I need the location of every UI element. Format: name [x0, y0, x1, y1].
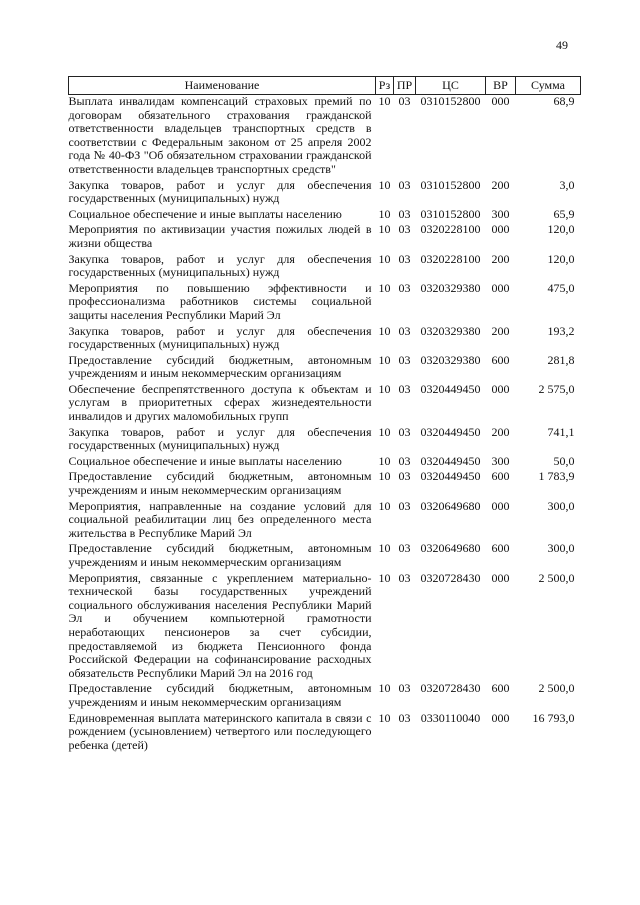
- row-rz: 10: [378, 424, 391, 439]
- row-sum: 741,1: [547, 424, 575, 439]
- row-name: Предоставление субсидий бюджетным, автономным учреждениям и иным некоммерческим организациям: [68, 469, 372, 498]
- header-rz: Рз: [376, 77, 394, 95]
- header-vr: ВР: [486, 77, 516, 95]
- row-name: Предоставление субсидий бюджетным, автономным учреждениям и иным некоммерческим организациям: [68, 681, 372, 709]
- table-row: [69, 179, 581, 208]
- row-pr: 03: [398, 94, 411, 108]
- row-sum: 475,0: [547, 280, 575, 295]
- row-vr: 300: [491, 453, 510, 468]
- row-sum: 65,9: [553, 206, 575, 221]
- row-pr: 03: [398, 424, 411, 439]
- row-pr: 03: [398, 710, 411, 725]
- table-row: [69, 455, 581, 471]
- row-cs: 0320449450: [420, 453, 481, 468]
- row-cs: 0320649680: [420, 498, 481, 513]
- row-pr: 03: [398, 352, 411, 367]
- row-name: Закупка товаров, работ и услуг для обеспечения государственных (муниципальных) нужд: [68, 177, 372, 206]
- table-row: [69, 470, 581, 499]
- row-cs: 0330110040: [420, 710, 481, 725]
- row-pr: 03: [398, 323, 411, 338]
- table-row: [69, 253, 581, 282]
- table-row: [69, 682, 581, 711]
- row-vr: 000: [491, 280, 510, 295]
- row-vr: 200: [491, 251, 510, 266]
- table-row: [69, 542, 581, 571]
- row-name: Закупка товаров, работ и услуг для обеспечения государственных (муниципальных) нужд: [68, 424, 372, 453]
- row-vr: 600: [491, 681, 510, 696]
- row-sum: 2 500,0: [538, 681, 575, 696]
- row-sum: 2 575,0: [538, 381, 575, 396]
- row-rz: 10: [378, 323, 391, 338]
- table-row: [69, 223, 581, 252]
- row-vr: 000: [491, 94, 510, 108]
- table-row: [69, 208, 581, 224]
- row-cs: 0320728430: [420, 570, 481, 585]
- table-header: [69, 77, 581, 95]
- row-name: Закупка товаров, работ и услуг для обеспечения государственных (муниципальных) нужд: [68, 251, 372, 280]
- row-rz: 10: [378, 222, 391, 237]
- row-sum: 50,0: [553, 453, 575, 468]
- row-cs: 0320449450: [420, 424, 481, 439]
- row-sum: 193,2: [547, 323, 575, 338]
- header-pr: ПР: [394, 77, 416, 95]
- row-vr: 000: [491, 498, 510, 513]
- row-rz: 10: [378, 681, 391, 696]
- row-pr: 03: [398, 498, 411, 513]
- row-name: Предоставление субсидий бюджетным, автономным учреждениям и иным некоммерческим организациям: [68, 352, 372, 381]
- table-row: [69, 325, 581, 354]
- row-pr: 03: [398, 381, 411, 396]
- row-pr: 03: [398, 681, 411, 696]
- row-name: Мероприятия, направленные на создание условий для социальной реабилитации лиц без определенного места жительства в Республике Марий Эл: [68, 498, 372, 540]
- row-cs: 0320329380: [420, 323, 481, 338]
- row-rz: 10: [378, 469, 391, 484]
- row-vr: 200: [491, 424, 510, 439]
- row-cs: 0320449450: [420, 381, 481, 396]
- row-vr: 600: [491, 541, 510, 556]
- row-pr: 03: [398, 251, 411, 266]
- table-body: [69, 95, 581, 755]
- row-cs: 0320449450: [420, 469, 481, 484]
- row-pr: 03: [398, 206, 411, 221]
- row-name: Предоставление субсидий бюджетным, автономным учреждениям и иным некоммерческим организациям: [68, 541, 372, 569]
- row-vr: 200: [491, 323, 510, 338]
- table-row: [69, 500, 581, 543]
- row-cs: 0320728430: [420, 681, 481, 696]
- row-pr: 03: [398, 280, 411, 295]
- row-name: Закупка товаров, работ и услуг для обеспечения государственных (муниципальных) нужд: [68, 323, 372, 352]
- row-sum: 2 500,0: [538, 570, 575, 585]
- row-cs: 0320228100: [420, 222, 481, 237]
- table-row: [69, 354, 581, 383]
- row-vr: 000: [491, 381, 510, 396]
- row-vr: 600: [491, 469, 510, 484]
- row-rz: 10: [378, 352, 391, 367]
- row-rz: 10: [378, 177, 391, 192]
- row-rz: 10: [378, 570, 391, 585]
- table-row: [69, 95, 581, 179]
- row-pr: 03: [398, 469, 411, 484]
- table-row: [69, 383, 581, 426]
- row-sum: 120,0: [547, 222, 575, 237]
- row-pr: 03: [398, 453, 411, 468]
- row-name: Обеспечение беспрепятственного доступа к объектам и услугам в приоритетных сферах жизнедеятельности инвалидов и других маломобильных групп: [68, 381, 372, 424]
- table-row: [69, 282, 581, 325]
- row-cs: 0310152800: [420, 94, 481, 108]
- row-name: Социальное обеспечение и иные выплаты населению: [68, 206, 342, 221]
- row-rz: 10: [378, 453, 391, 468]
- row-rz: 10: [378, 251, 391, 266]
- row-sum: 68,9: [553, 94, 575, 108]
- row-cs: 0320329380: [420, 352, 481, 367]
- row-vr: 200: [491, 177, 510, 192]
- row-sum: 300,0: [547, 541, 575, 556]
- row-name: Мероприятия, связанные с укреплением материально-технической базы государственных учреждений социального обслуживания населения Республики Марий Эл и обучением компьютерной грамотности неработающих пенсионеров за счет субсидии, предоставляемой из бюджета Пенсионного фонда Российской Федерации на софинансирование расходных обязательств Республики Марий Эл на 2016 год: [68, 570, 372, 680]
- page-number: 49: [556, 38, 568, 52]
- row-rz: 10: [378, 541, 391, 556]
- row-rz: 10: [378, 280, 391, 295]
- row-pr: 03: [398, 177, 411, 192]
- row-cs: 0310152800: [420, 177, 481, 192]
- row-name: Мероприятия по повышению эффективности и профессионализма работников системы социальной защиты населения Республики Марий Эл: [68, 280, 372, 322]
- budget-table: [68, 76, 581, 754]
- row-cs: 0320649680: [420, 541, 481, 556]
- row-sum: 300,0: [547, 498, 575, 513]
- header-cs: ЦС: [416, 77, 486, 95]
- row-sum: 120,0: [547, 251, 575, 266]
- row-vr: 600: [491, 352, 510, 367]
- row-sum: 281,8: [547, 352, 575, 367]
- row-sum: 1 783,9: [538, 469, 575, 484]
- row-vr: 300: [491, 206, 510, 221]
- row-rz: 10: [378, 94, 391, 108]
- row-name: Мероприятия по активизации участия пожилых людей в жизни общества: [68, 222, 372, 250]
- row-vr: 000: [491, 222, 510, 237]
- row-rz: 10: [378, 498, 391, 513]
- row-name: Выплата инвалидам компенсаций страховых премий по договорам обязательного страхования гражданской ответственности владельцев транспортных средств в соответствии с Федеральным законом от 25 апреля 2002 года № 40-ФЗ "Об обязательном страховании гражданской ответственности владельцев транспортных средств": [68, 94, 372, 176]
- row-vr: 000: [491, 710, 510, 725]
- header-sum: Сумма: [516, 77, 581, 95]
- row-pr: 03: [398, 570, 411, 585]
- header-name: Наименование: [69, 77, 376, 95]
- row-cs: 0320329380: [420, 280, 481, 295]
- row-sum: 16 793,0: [532, 710, 575, 725]
- row-pr: 03: [398, 222, 411, 237]
- row-pr: 03: [398, 541, 411, 556]
- row-rz: 10: [378, 710, 391, 725]
- table-row: [69, 572, 581, 683]
- row-vr: 000: [491, 570, 510, 585]
- table-row: [69, 712, 581, 755]
- row-sum: 3,0: [559, 177, 575, 192]
- row-cs: 0320228100: [420, 251, 481, 266]
- row-name: Социальное обеспечение и иные выплаты населению: [68, 453, 342, 468]
- table-row: [69, 426, 581, 455]
- row-rz: 10: [378, 381, 391, 396]
- row-rz: 10: [378, 206, 391, 221]
- row-name: Единовременная выплата материнского капитала в связи с рождением (усыновлением) четвертого или последующего ребенка (детей): [68, 710, 372, 752]
- row-cs: 0310152800: [420, 206, 481, 221]
